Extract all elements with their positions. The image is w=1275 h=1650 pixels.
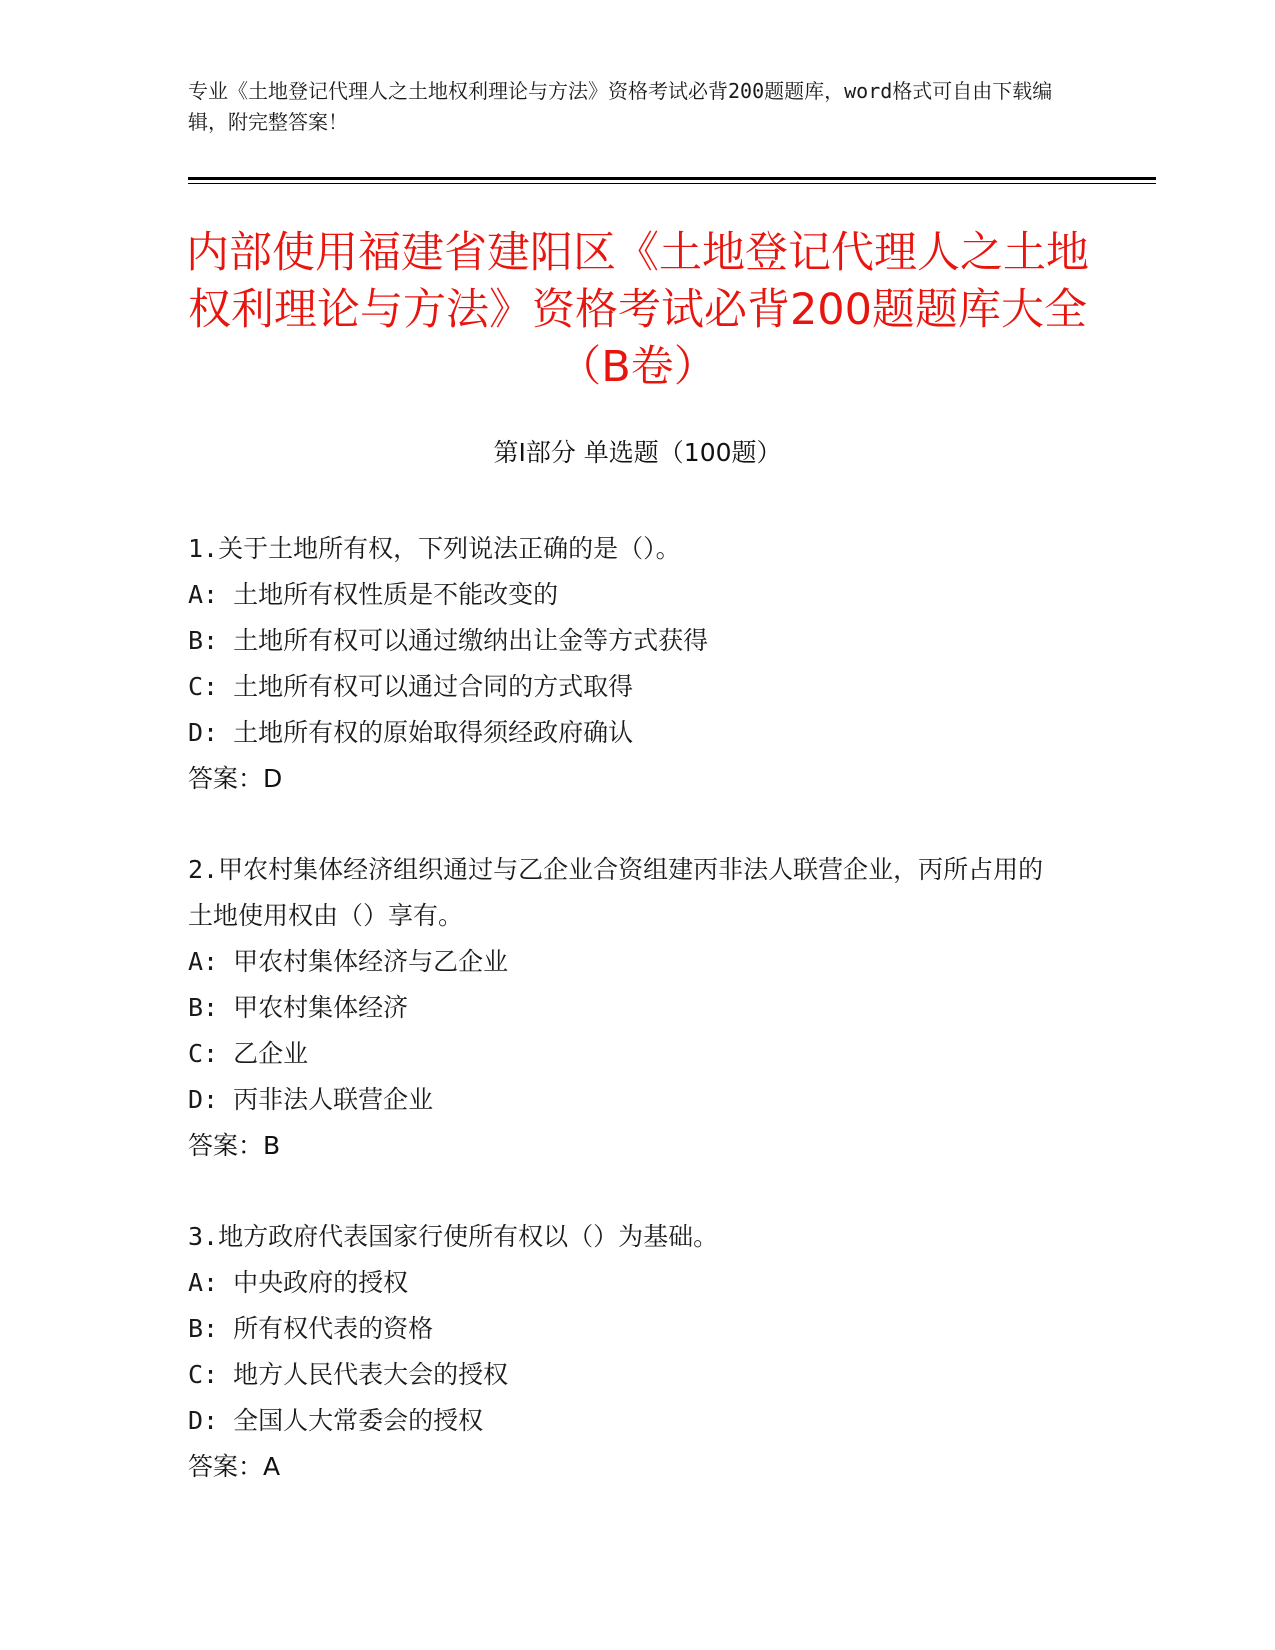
question-text: 3.地方政府代表国家行使所有权以（）为基础。 — [188, 1222, 719, 1251]
document-title: 内部使用福建省建阳区《土地登记代理人之土地权利理论与方法》资格考试必背200题题库大全（B卷） — [186, 228, 1089, 392]
question-text: 1.关于土地所有权，下列说法正确的是（）。 — [188, 534, 681, 563]
section-title: 第Ⅰ部分 单选题（100题） — [493, 438, 782, 467]
question-list — [188, 526, 1068, 1535]
option-c: C: 土地所有权可以通过合同的方式取得 — [188, 672, 634, 701]
option-b: B: 土地所有权可以通过缴纳出让金等方式获得 — [188, 626, 709, 655]
question-3 — [188, 1214, 1068, 1490]
header-note: 专业《土地登记代理人之土地权利理论与方法》资格考试必背200题题库，word格式可自由下载编辑，附完整答案！ — [188, 79, 1053, 134]
question-2 — [188, 847, 1068, 1169]
answer: 答案：A — [188, 1452, 281, 1481]
header-rule-thin — [188, 183, 1156, 184]
question-text: 2.甲农村集体经济组织通过与乙企业合资组建丙非法人联营企业，丙所占用的土地使用权由（）享有。 — [188, 855, 1044, 930]
option-b: B: 甲农村集体经济 — [188, 993, 409, 1022]
question-1 — [188, 526, 1068, 802]
option-c: C: 乙企业 — [188, 1039, 309, 1068]
option-a: A: 土地所有权性质是不能改变的 — [188, 580, 559, 609]
answer: 答案：B — [188, 1131, 281, 1160]
option-d: D: 丙非法人联营企业 — [188, 1085, 434, 1114]
header-rule-thick — [188, 177, 1156, 180]
option-d: D: 土地所有权的原始取得须经政府确认 — [188, 718, 634, 747]
option-a: A: 中央政府的授权 — [188, 1268, 409, 1297]
option-b: B: 所有权代表的资格 — [188, 1314, 434, 1343]
option-d: D: 全国人大常委会的授权 — [188, 1406, 484, 1435]
option-c: C: 地方人民代表大会的授权 — [188, 1360, 509, 1389]
answer: 答案：D — [188, 764, 283, 793]
option-a: A: 甲农村集体经济与乙企业 — [188, 947, 509, 976]
